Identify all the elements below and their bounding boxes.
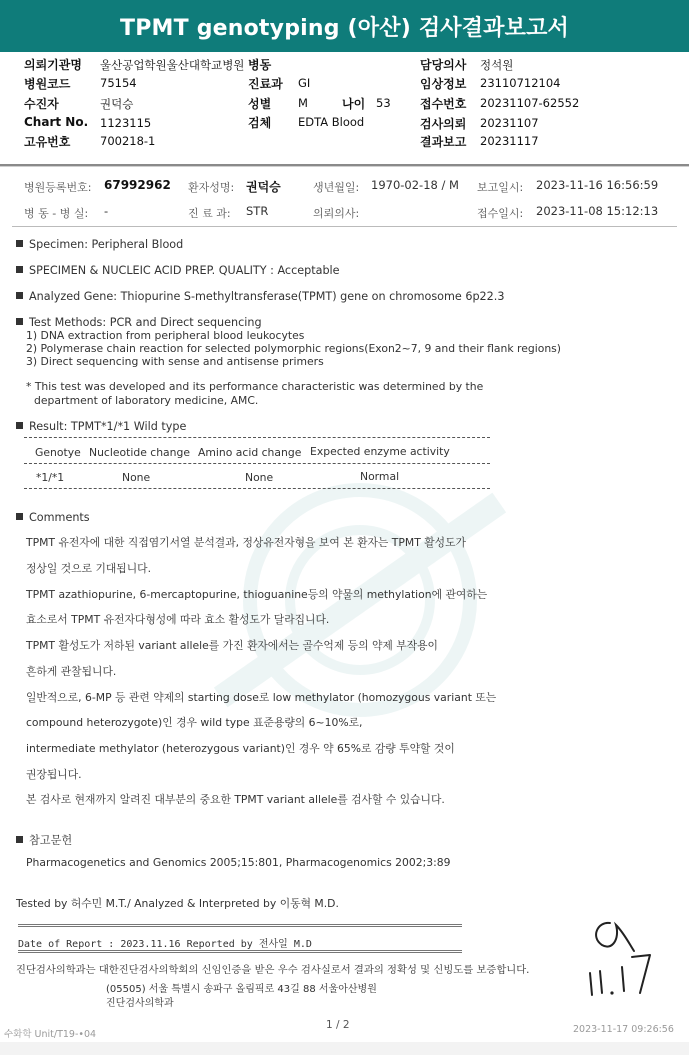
header-label-ward: 병동 <box>248 58 272 72</box>
reference-text: Pharmacogenetics and Genomics 2005;15:801, Pharmacogenomics 2002;3:89 <box>26 856 451 869</box>
tested-by: Tested by 허수민 M.T./ Analyzed & Interpreted by 이동혁 M.D. <box>16 897 339 910</box>
info-label-dob: 생년월일: <box>313 181 360 194</box>
header-value-age: 53 <box>376 96 391 110</box>
comment-line: 흔하게 관찰됩니다. <box>26 665 117 678</box>
info-value-reg-no: 67992962 <box>104 178 171 192</box>
section-comments: Comments <box>16 511 90 524</box>
certification-statement: 진단검사의학과는 대한진단검사의학회의 신임인증을 받은 우수 검사실로서 결과의 정확성 및 신빙도를 보증합니다. <box>16 964 530 976</box>
date-of-report: Date of Report : 2023.11.16 Reported by 전사일 M.D <box>18 939 312 950</box>
table-cell-enzyme: Normal <box>360 470 400 483</box>
comment-line: 일반적으로, 6-MP 등 관련 약제의 starting dose로 low methylator (homozygous variant 또는 <box>26 691 497 704</box>
section-methods-title: Test Methods: PCR and Direct sequencing <box>16 316 262 329</box>
note-line: * This test was developed and its performance characteristic was determined by the <box>26 380 484 393</box>
double-rule <box>18 924 462 927</box>
info-value-patient: 권덕승 <box>246 180 281 194</box>
comment-line: TPMT 활성도가 저하된 variant allele를 가진 환자에서는 골수억제 등의 약제 부작용이 <box>26 639 438 652</box>
info-label-reg-no: 병원등록번호: <box>24 181 92 194</box>
bullet-square-icon <box>16 836 23 843</box>
table-header-enzyme: Expected enzyme activity <box>310 445 450 458</box>
section-specimen: Specimen: Peripheral Blood <box>16 238 183 251</box>
info-value-ward: - <box>104 204 109 218</box>
comment-line: 본 검사로 현재까지 알려진 대부분의 중요한 TPMT variant allele를 검사할 수 있습니다. <box>26 793 445 806</box>
info-label-received-time: 접수일시: <box>477 207 524 220</box>
header-label-sex: 성별 <box>248 97 272 111</box>
header-value-patient: 권덕승 <box>100 97 134 111</box>
footer-left: 수화학 Unit/T19-•04 <box>4 1029 97 1040</box>
section-gene: Analyzed Gene: Thiopurine S-methyltransferase(TPMT) gene on chromosome 6p22.3 <box>16 290 504 303</box>
header-label-dept: 진료과 <box>248 77 283 91</box>
note-line: department of laboratory medicine, AMC. <box>34 394 259 407</box>
section-references: 참고문헌 <box>16 832 72 848</box>
bullet-square-icon <box>16 513 23 520</box>
info-label-dept: 진 료 과: <box>188 207 231 220</box>
header-label-specimen: 검체 <box>248 116 272 130</box>
method-item: 3) Direct sequencing with sense and antisense primers <box>26 355 324 368</box>
info-value-dept: STR <box>246 204 269 218</box>
comment-line: 효소로서 TPMT 유전자다형성에 따라 효소 활성도가 달라집니다. <box>26 613 330 626</box>
info-value-received-time: 2023-11-08 15:12:13 <box>536 204 659 218</box>
header-label-hospital-code: 병원코드 <box>24 77 71 91</box>
header-label-report-date: 결과보고 <box>420 135 467 149</box>
table-header-genotype: Genotye <box>35 446 81 459</box>
hospital-address: (05505) 서울 특별시 송파구 올림픽로 43길 88 서울아산병원 <box>106 984 377 995</box>
header-label-patient: 수진자 <box>24 97 59 111</box>
bullet-square-icon <box>16 266 23 273</box>
header-value-receipt-no: 20231107-62552 <box>480 96 580 110</box>
header-value-unique-no: 700218-1 <box>100 134 156 148</box>
table-header-amino-acid: Amino acid change <box>198 446 302 459</box>
method-item: 1) DNA extraction from peripheral blood leukocytes <box>26 329 305 342</box>
info-label-ward: 병 동 - 병 실: <box>24 207 89 220</box>
comment-line: intermediate methylator (heterozygous variant)인 경우 약 65%로 감량 투약할 것이 <box>26 742 455 755</box>
table-cell-amino-acid: None <box>245 471 274 484</box>
report-title: TPMT genotyping (아산) 검사결과보고서 <box>0 0 689 52</box>
header-value-sex: M <box>298 96 308 110</box>
header-value-dept: GI <box>298 76 311 90</box>
header-label-request-date: 검사의뢰 <box>420 117 467 131</box>
header-value-request-date: 20231107 <box>480 116 539 130</box>
footer-timestamp: 2023-11-17 09:26:56 <box>573 1024 674 1035</box>
info-label-physician: 의뢰의사: <box>313 207 360 220</box>
table-top-rule <box>24 437 490 438</box>
bullet-square-icon <box>16 240 23 247</box>
header-value-hospital-code: 75154 <box>100 76 137 90</box>
header-separator-light <box>0 166 689 167</box>
double-rule <box>18 950 462 953</box>
header-label-institution: 의뢰기관명 <box>24 58 82 72</box>
bullet-square-icon <box>16 422 23 429</box>
department-name: 진단검사의학과 <box>106 998 174 1009</box>
info-value-report-time: 2023-11-16 16:56:59 <box>536 178 659 192</box>
info-label-report-time: 보고일시: <box>477 181 524 194</box>
header-value-chart-no: 1123115 <box>100 116 152 130</box>
header-label-chart-no: Chart No. <box>24 115 89 129</box>
header-label-age: 나이 <box>342 97 366 111</box>
info-value-dob: 1970-02-18 / M <box>371 178 459 192</box>
table-mid-rule <box>24 463 490 464</box>
header-value-specimen: EDTA Blood <box>298 115 365 129</box>
section-result: Result: TPMT*1/*1 Wild type <box>16 420 186 433</box>
header-label-clinical-info: 임상정보 <box>420 77 467 91</box>
info-label-patient: 환자성명: <box>188 181 235 194</box>
bottom-strip <box>0 1042 689 1055</box>
comment-line: 정상일 것으로 기대됩니다. <box>26 562 152 575</box>
page-number: 1 / 2 <box>326 1019 350 1031</box>
header-value-clinical-info: 23110712104 <box>480 76 561 90</box>
table-cell-genotype: *1/*1 <box>36 471 65 484</box>
header-label-unique-no: 고유번호 <box>24 135 71 149</box>
bullet-square-icon <box>16 292 23 299</box>
method-item: 2) Polymerase chain reaction for selected polymorphic regions(Exon2~7, 9 and their flank regions) <box>26 342 562 355</box>
header-label-physician: 담당의사 <box>420 58 467 72</box>
comment-line: compound heterozygote)인 경우 wild type 표준용량의 6~10%로, <box>26 716 363 729</box>
comment-line: 권장됩니다. <box>26 768 82 781</box>
table-cell-nucleotide: None <box>122 471 151 484</box>
header-label-receipt-no: 접수번호 <box>420 97 467 111</box>
header-value-report-date: 20231117 <box>480 134 539 148</box>
info-separator <box>12 226 677 227</box>
table-header-nucleotide: Nucleotide change <box>89 446 190 459</box>
handwritten-signature <box>580 915 680 1000</box>
bullet-square-icon <box>16 318 23 325</box>
table-bottom-rule <box>24 488 490 489</box>
header-value-physician: 정석원 <box>480 58 514 72</box>
section-quality: SPECIMEN & NUCLEIC ACID PREP. QUALITY : Acceptable <box>16 264 340 277</box>
header-value-institution: 울산공업학원울산대학교병원 <box>100 58 245 72</box>
comment-line: TPMT azathiopurine, 6-mercaptopurine, thioguanine등의 약물의 methylation에 관여하는 <box>26 588 488 601</box>
comment-line: TPMT 유전자에 대한 직접염기서열 분석결과, 정상유전자형을 보여 본 환자는 TPMT 활성도가 <box>26 536 466 549</box>
